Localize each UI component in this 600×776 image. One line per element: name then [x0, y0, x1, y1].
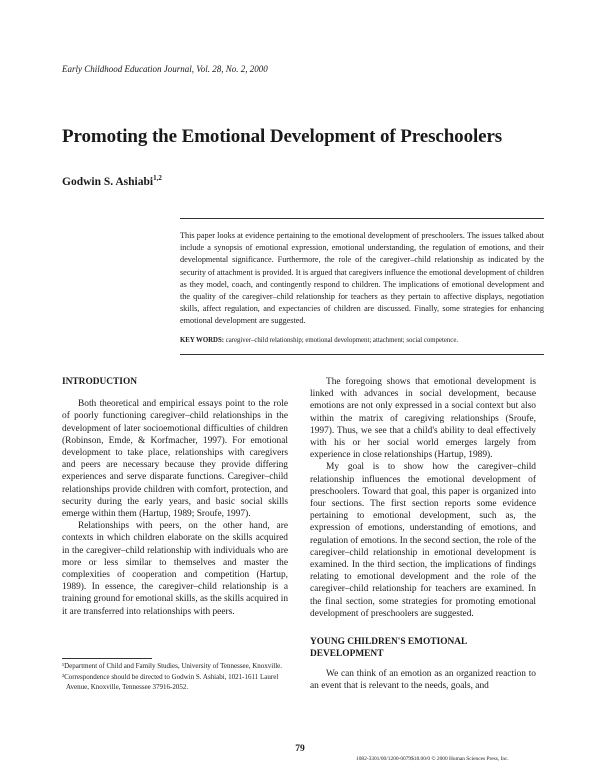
left-column [62, 376, 288, 618]
abstract-bottom-rule [180, 354, 544, 355]
footnotes [62, 661, 288, 693]
right-paragraph-2: My goal is to show how the caregiver–child relationship influences the emotional development of preschoolers. Toward that goal, this paper is organized into four sections. The first section reports some evidence pertaining to emotional development, such as, the expression of emotions, understanding of emotions, and regulation of emotions. In the second section, the role of the caregiver–child relationship in emotional development is examined. In the third section, the implications of findings relating to emotional development and the role of the caregiver–child relationship for teachers are examined. In the final section, some strategies for promoting emotional development of preschoolers are suggested. [310, 462, 536, 619]
right-paragraph-1: The foregoing shows that emotional development is linked with advances in social development, because emotions are not only expressed in a social context but also within the matrix of caregiving relationships (Sroufe, 1997). Thus, we see that a child's ability to deal effectively with his or her social world emerges largely from experience in close relationships (Hartup, 1989). [310, 377, 536, 461]
intro-paragraph-2: Relationships with peers, on the other hand, are contexts in which children elaborate on the skills acquired in the caregiver–child relationship with individuals who are more or less similar to themselves and master the complexities of cooperation and competition (Hartup, 1989). In essence, the caregiver–child relationship is a training ground for emotional skills, as the skills acquired in it are transferred into relationships with peers. [62, 521, 289, 617]
abstract-text: This paper looks at evidence pertaining to the emotional development of preschoolers. The issues talked about include a synopsis of emotional expression, emotional understanding, the regulation of emotions, and their developmental significance. Furthermore, the role of the caregiver–child relationship as indicated by the security of attachment is provided. It is argued that caregivers influence the emotional development of children as they model, coach, and contingently respond to children. The implications of emotional development and the quality of the caregiver–child relationship for teachers as they pertain to affective displays, negotiation skills, affect regulation, and expectancies of children are discussed. Finally, some strategies for enhancing emotional development are suggested. [180, 231, 544, 326]
journal-citation: Early Childhood Education Journal, Vol. 28, No. 2, 2000 [62, 64, 268, 74]
author-footnote-marks: 1,2 [153, 174, 162, 182]
keywords-text: caregiver–child relationship; emotional development; attachment; social competence. [225, 336, 459, 344]
keywords-line [180, 336, 544, 346]
article-title: Promoting the Emotional Development of Preschoolers [62, 126, 503, 147]
footnote-1: ¹Department of Child and Family Studies, University of Tennessee, Knoxville. [62, 662, 283, 670]
section-paragraph: We can think of an emotion as an organized reaction to an event that is relevant to the needs, goals, and [310, 669, 536, 692]
author-line [62, 174, 162, 188]
intro-paragraph-1: Both theoretical and empirical essays point to the role of poorly functioning caregiver–child relationships in the development of later socioemotional difficulties of children (Robinson, Emde, & Korfmacher, 1997). For emotional development to take place, relationships with caregivers and peers are necessary because they provide differing experiences and serve disparate functions. Caregiver–child relationships provide children with comfort, protection, and security during the early years, and basic social skills emerge within them (Hartup, 1989; Sroufe, 1997). [62, 399, 288, 520]
footnote-2: ²Correspondence should be directed to Godwin S. Ashiabi, 1021-1611 Laurel Avenue, Knoxville, Tennessee 37916-2052. [62, 672, 279, 692]
copyright-line: 1082-3301/00/1200-0079$18.00/0 © 2000 Human Sciences Press, Inc. [356, 756, 509, 762]
section-heading-line-1: YOUNG CHILDREN'S EMOTIONAL [310, 637, 468, 648]
right-column [310, 376, 536, 692]
keywords-label: KEY WORDS: [180, 336, 224, 344]
author-name: Godwin S. Ashiabi [62, 175, 154, 188]
section-heading-line-2: DEVELOPMENT [310, 649, 384, 660]
page-number: 79 [295, 744, 305, 754]
section-heading [310, 636, 536, 660]
introduction-heading: INTRODUCTION [62, 377, 138, 387]
footnote-rule [62, 658, 152, 659]
abstract-block [180, 218, 544, 355]
